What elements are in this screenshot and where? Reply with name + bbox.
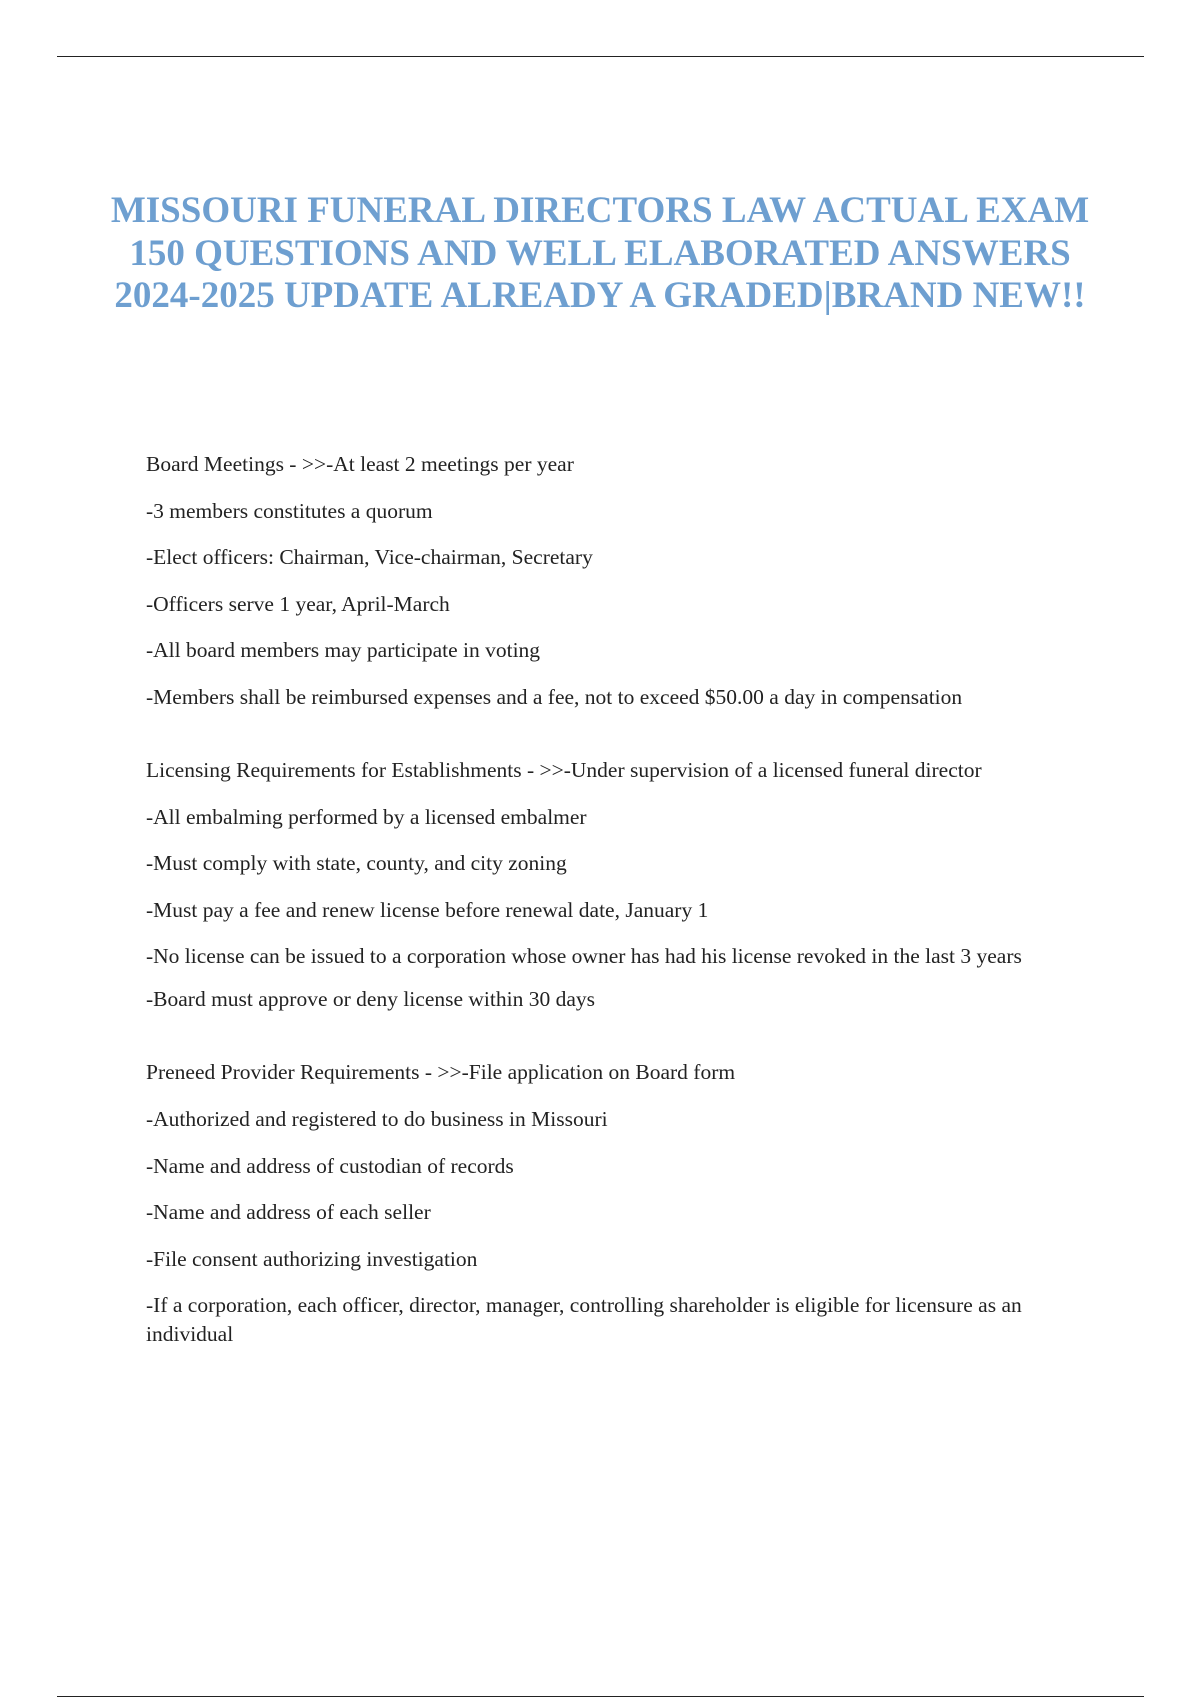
list-item: -All board members may participate in voting [146,638,541,663]
section-heading-line: Board Meetings - >>-At least 2 meetings per year [146,452,574,476]
list-item: -Must comply with state, county, and city zoning [146,851,567,876]
list-item: -Name and address of each seller [146,1200,431,1225]
list-item: -Authorized and registered to do business in Missouri [146,1106,608,1131]
section-heading-line: Preneed Provider Requirements - >>-File application on Board form [146,1060,736,1085]
section-board-meetings [146,450,1096,712]
list-item: -File consent authorizing investigation [146,1246,478,1271]
list-item: -All embalming performed by a licensed embalmer [146,804,587,829]
list-item: -Must pay a fee and renew license before renewal date, January 1 [146,897,709,922]
list-item: -Members shall be reimbursed expenses and a fee, not to exceed $50.00 a day in compensation [146,684,963,709]
list-item: -Officers serve 1 year, April-March [146,591,450,616]
list-item: -3 members constitutes a quorum [146,498,433,523]
document-body [146,450,1096,1393]
footer-rule [57,1696,1144,1697]
list-item: -If a corporation, each officer, director, manager, controlling shareholder is eligible for licensure as an individual [146,1293,1022,1347]
section-heading-line: Licensing Requirements for Establishments - >>-Under supervision of a licensed funeral director [146,757,982,782]
list-item: -Elect officers: Chairman, Vice-chairman, Secretary [146,545,593,570]
list-item: -Name and address of custodian of records [146,1153,514,1178]
section-licensing-requirements [146,756,1096,1014]
section-preneed-provider [146,1058,1096,1349]
list-item: -No license can be issued to a corporation whose owner has had his license revoked in the last 3 years [146,944,1022,969]
header-rule [57,56,1144,57]
list-item: -Board must approve or deny license within 30 days [146,987,596,1012]
document-title: MISSOURI FUNERAL DIRECTORS LAW ACTUAL EXAM 150 QUESTIONS AND WELL ELABORATED ANSWERS 2024-2025 UPDATE ALREADY A GRADED|BRAND NEW!! [110,190,1090,316]
